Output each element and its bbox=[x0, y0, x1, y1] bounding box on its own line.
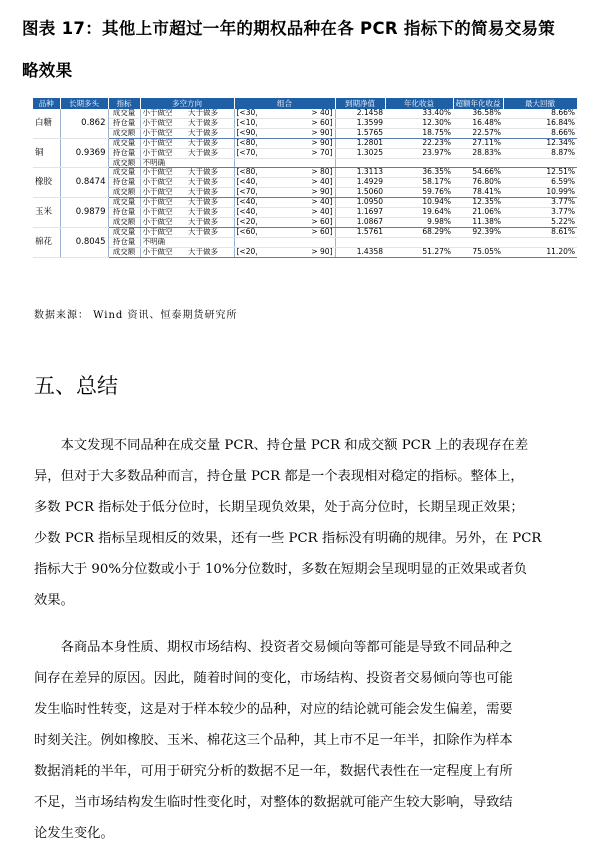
variety-cell: 橡胶 bbox=[33, 168, 60, 198]
nav-cell: 1.0950 bbox=[335, 198, 385, 208]
paragraph-line: 发生临时性转变，这是对于样本较少的品种，对应的结论就可能会发生偏差，需要 bbox=[34, 702, 513, 717]
long-direction-cell: 大于做多 bbox=[186, 208, 234, 218]
long-direction-cell: 大于做多 bbox=[186, 109, 234, 118]
long-value-cell: 0.8474 bbox=[60, 168, 108, 198]
results-table bbox=[33, 98, 578, 258]
short-direction-cell: 不明确 bbox=[140, 237, 186, 247]
results-table-wrapper bbox=[33, 98, 577, 258]
combo-high-cell: > 90] bbox=[280, 138, 335, 148]
max-drawdown-cell: 8.66% bbox=[503, 109, 577, 118]
combo-low-cell: [<20， bbox=[234, 217, 280, 227]
nav-cell: 1.1697 bbox=[335, 208, 385, 218]
annual-return-cell: 10.94% bbox=[385, 198, 453, 208]
combo-high-cell: > 90] bbox=[280, 128, 335, 138]
annual-return-cell: 58.17% bbox=[385, 178, 453, 188]
max-drawdown-cell: 3.77% bbox=[503, 198, 577, 208]
variety-cell: 铜 bbox=[33, 138, 60, 168]
table-row bbox=[33, 247, 577, 257]
table-row bbox=[33, 198, 577, 208]
excess-return-cell: 36.58% bbox=[453, 109, 503, 118]
long-value-cell: 0.9369 bbox=[60, 138, 108, 168]
short-direction-cell: 不明确 bbox=[140, 158, 186, 168]
long-direction-cell: 大于做多 bbox=[186, 178, 234, 188]
table-row bbox=[33, 168, 577, 178]
variety-cell: 玉米 bbox=[33, 198, 60, 228]
nav-cell bbox=[335, 237, 385, 247]
annual-return-cell: 33.40% bbox=[385, 109, 453, 118]
annual-return-cell: 22.23% bbox=[385, 138, 453, 148]
short-direction-cell: 小于做空 bbox=[140, 148, 186, 158]
excess-return-cell: 22.57% bbox=[453, 128, 503, 138]
max-drawdown-cell: 11.20% bbox=[503, 247, 577, 257]
long-direction-cell bbox=[186, 158, 234, 168]
excess-return-cell: 92.39% bbox=[453, 227, 503, 237]
nav-cell: 1.5060 bbox=[335, 188, 385, 198]
combo-high-cell: > 90] bbox=[280, 247, 335, 257]
short-direction-cell: 小于做空 bbox=[140, 198, 186, 208]
excess-return-cell: 11.38% bbox=[453, 217, 503, 227]
nav-cell: 2.1458 bbox=[335, 109, 385, 118]
paragraph-line: 异，但对于大多数品种而言，持仓量 PCR 都是一个表现相对稳定的指标。整体上， bbox=[34, 469, 524, 484]
indicator-cell: 持仓量 bbox=[108, 148, 140, 158]
indicator-cell: 成交量 bbox=[108, 227, 140, 237]
excess-return-cell: 76.80% bbox=[453, 178, 503, 188]
max-drawdown-cell: 8.87% bbox=[503, 148, 577, 158]
paragraph-line: 论发生变化。 bbox=[34, 826, 114, 841]
short-direction-cell: 小于做空 bbox=[140, 168, 186, 178]
long-direction-cell: 大于做多 bbox=[186, 217, 234, 227]
max-drawdown-cell: 16.84% bbox=[503, 118, 577, 128]
max-drawdown-cell bbox=[503, 158, 577, 168]
combo-low-cell: [<90， bbox=[234, 128, 280, 138]
header-nav: 到期净值 bbox=[335, 98, 385, 109]
max-drawdown-cell: 3.77% bbox=[503, 208, 577, 218]
long-direction-cell: 大于做多 bbox=[186, 138, 234, 148]
indicator-cell: 成交量 bbox=[108, 198, 140, 208]
combo-high-cell: > 60] bbox=[280, 217, 335, 227]
header-long: 长期多头 bbox=[60, 98, 108, 109]
header-annual: 年化收益 bbox=[385, 98, 453, 109]
long-direction-cell: 大于做多 bbox=[186, 198, 234, 208]
table-row bbox=[33, 178, 577, 188]
excess-return-cell: 78.41% bbox=[453, 188, 503, 198]
short-direction-cell: 小于做空 bbox=[140, 118, 186, 128]
header-drawdown: 最大回撤 bbox=[503, 98, 577, 109]
combo-low-cell: [<70， bbox=[234, 188, 280, 198]
table-row bbox=[33, 138, 577, 148]
short-direction-cell: 小于做空 bbox=[140, 178, 186, 188]
nav-cell: 1.0867 bbox=[335, 217, 385, 227]
annual-return-cell bbox=[385, 237, 453, 247]
combo-high-cell: > 70] bbox=[280, 148, 335, 158]
short-direction-cell: 小于做空 bbox=[140, 227, 186, 237]
short-direction-cell: 小于做空 bbox=[140, 208, 186, 218]
caption-line-1: 图表 17：其他上市超过一年的期权品种在各 PCR 指标下的简易交易策 bbox=[22, 19, 556, 38]
annual-return-cell: 9.98% bbox=[385, 217, 453, 227]
nav-cell: 1.4358 bbox=[335, 247, 385, 257]
paragraph-2 bbox=[34, 632, 580, 849]
long-value-cell: 0.8045 bbox=[60, 227, 108, 257]
nav-cell bbox=[335, 158, 385, 168]
annual-return-cell: 68.29% bbox=[385, 227, 453, 237]
indicator-cell: 成交额 bbox=[108, 217, 140, 227]
long-direction-cell: 大于做多 bbox=[186, 128, 234, 138]
long-value-cell: 0.862 bbox=[60, 109, 108, 138]
header-indicator: 指标 bbox=[108, 98, 140, 109]
variety-cell: 白糖 bbox=[33, 109, 60, 138]
annual-return-cell bbox=[385, 158, 453, 168]
long-direction-cell: 大于做多 bbox=[186, 227, 234, 237]
excess-return-cell bbox=[453, 237, 503, 247]
table-row bbox=[33, 217, 577, 227]
combo-high-cell: > 40] bbox=[280, 208, 335, 218]
combo-high-cell: > 80] bbox=[280, 168, 335, 178]
paragraph-1 bbox=[34, 430, 580, 616]
max-drawdown-cell: 12.51% bbox=[503, 168, 577, 178]
short-direction-cell: 小于做空 bbox=[140, 138, 186, 148]
combo-high-cell: > 60] bbox=[280, 118, 335, 128]
paragraph-line: 效果。 bbox=[34, 593, 74, 608]
data-source-note: 数据来源： Wind 资讯、恒泰期货研究所 bbox=[34, 310, 238, 321]
annual-return-cell: 18.75% bbox=[385, 128, 453, 138]
table-header-row bbox=[33, 98, 577, 109]
combo-high-cell: > 60] bbox=[280, 227, 335, 237]
table-row bbox=[33, 109, 577, 118]
combo-high-cell: > 40] bbox=[280, 198, 335, 208]
nav-cell: 1.4929 bbox=[335, 178, 385, 188]
max-drawdown-cell: 12.34% bbox=[503, 138, 577, 148]
combo-low-cell: [<40， bbox=[234, 178, 280, 188]
combo-low-cell: [<30， bbox=[234, 109, 280, 118]
nav-cell: 1.5761 bbox=[335, 227, 385, 237]
short-direction-cell: 小于做空 bbox=[140, 188, 186, 198]
indicator-cell: 成交量 bbox=[108, 168, 140, 178]
short-direction-cell: 小于做空 bbox=[140, 217, 186, 227]
combo-low-cell: [<70， bbox=[234, 148, 280, 158]
excess-return-cell: 54.66% bbox=[453, 168, 503, 178]
table-row bbox=[33, 128, 577, 138]
long-direction-cell: 大于做多 bbox=[186, 118, 234, 128]
annual-return-cell: 19.64% bbox=[385, 208, 453, 218]
indicator-cell: 成交额 bbox=[108, 128, 140, 138]
annual-return-cell: 51.27% bbox=[385, 247, 453, 257]
long-direction-cell: 大于做多 bbox=[186, 148, 234, 158]
indicator-cell: 成交额 bbox=[108, 247, 140, 257]
table-row bbox=[33, 208, 577, 218]
paragraph-line: 多数 PCR 指标处于低分位时，长期呈现负效果，处于高分位时，长期呈现正效果； bbox=[34, 500, 524, 515]
combo-low-cell: [<80， bbox=[234, 138, 280, 148]
excess-return-cell: 28.83% bbox=[453, 148, 503, 158]
combo-low-cell: [<40， bbox=[234, 198, 280, 208]
max-drawdown-cell bbox=[503, 237, 577, 247]
header-variety: 品种 bbox=[33, 98, 60, 109]
header-combo: 组合 bbox=[234, 98, 335, 109]
annual-return-cell: 23.97% bbox=[385, 148, 453, 158]
excess-return-cell bbox=[453, 158, 503, 168]
long-direction-cell: 大于做多 bbox=[186, 188, 234, 198]
figure-caption bbox=[22, 8, 592, 92]
nav-cell: 1.3599 bbox=[335, 118, 385, 128]
paragraph-line: 时刻关注。例如橡胶、玉米、棉花这三个品种，其上市不足一年半，扣除作为样本 bbox=[34, 733, 513, 748]
max-drawdown-cell: 10.99% bbox=[503, 188, 577, 198]
max-drawdown-cell: 8.61% bbox=[503, 227, 577, 237]
annual-return-cell: 36.35% bbox=[385, 168, 453, 178]
max-drawdown-cell: 5.22% bbox=[503, 217, 577, 227]
combo-high-cell bbox=[280, 158, 335, 168]
short-direction-cell: 小于做空 bbox=[140, 109, 186, 118]
combo-low-cell: [<10， bbox=[234, 118, 280, 128]
combo-high-cell bbox=[280, 237, 335, 247]
nav-cell: 1.2801 bbox=[335, 138, 385, 148]
indicator-cell: 成交量 bbox=[108, 109, 140, 118]
table-row bbox=[33, 118, 577, 128]
annual-return-cell: 59.76% bbox=[385, 188, 453, 198]
short-direction-cell: 小于做空 bbox=[140, 247, 186, 257]
table-row bbox=[33, 188, 577, 198]
header-excess: 超额年化收益 bbox=[453, 98, 503, 109]
max-drawdown-cell: 8.66% bbox=[503, 128, 577, 138]
max-drawdown-cell: 6.59% bbox=[503, 178, 577, 188]
variety-cell: 棉花 bbox=[33, 227, 60, 257]
paragraph-line: 不足，当市场结构发生临时性变化时，对整体的数据就可能产生较大影响，导致结 bbox=[34, 795, 513, 810]
paragraph-line: 指标大于 90%分位数或小于 10%分位数时，多数在短期会呈现明显的正效果或者负 bbox=[34, 562, 528, 577]
table-row bbox=[33, 227, 577, 237]
table-row bbox=[33, 148, 577, 158]
combo-low-cell: [<60， bbox=[234, 227, 280, 237]
excess-return-cell: 75.05% bbox=[453, 247, 503, 257]
table-body bbox=[33, 109, 577, 257]
combo-low-cell bbox=[234, 237, 280, 247]
combo-high-cell: > 90] bbox=[280, 188, 335, 198]
indicator-cell: 成交量 bbox=[108, 138, 140, 148]
header-direction: 多空方向 bbox=[140, 98, 234, 109]
annual-return-cell: 12.30% bbox=[385, 118, 453, 128]
combo-high-cell: > 40] bbox=[280, 109, 335, 118]
long-direction-cell: 大于做多 bbox=[186, 247, 234, 257]
table-row bbox=[33, 237, 577, 247]
nav-cell: 1.3113 bbox=[335, 168, 385, 178]
indicator-cell: 持仓量 bbox=[108, 178, 140, 188]
combo-high-cell: > 40] bbox=[280, 178, 335, 188]
long-value-cell: 0.9879 bbox=[60, 198, 108, 228]
indicator-cell: 持仓量 bbox=[108, 237, 140, 247]
paragraph-line: 各商品本身性质、期权市场结构、投资者交易倾向等都可能是导致不同品种之 bbox=[34, 640, 513, 655]
long-direction-cell bbox=[186, 237, 234, 247]
nav-cell: 1.3025 bbox=[335, 148, 385, 158]
section-title: 五、总结 bbox=[34, 374, 118, 398]
caption-line-2: 略效果 bbox=[22, 61, 73, 80]
paragraph-line: 数据消耗的半年，可用于研究分析的数据不足一年，数据代表性在一定程度上有所 bbox=[34, 764, 513, 779]
combo-low-cell: [<80， bbox=[234, 168, 280, 178]
indicator-cell: 持仓量 bbox=[108, 208, 140, 218]
combo-low-cell: [<40， bbox=[234, 208, 280, 218]
indicator-cell: 持仓量 bbox=[108, 118, 140, 128]
paragraph-line: 少数 PCR 指标呈现相反的效果，还有一些 PCR 指标没有明确的规律。另外，在 PCR bbox=[34, 531, 542, 546]
long-direction-cell: 大于做多 bbox=[186, 168, 234, 178]
excess-return-cell: 16.48% bbox=[453, 118, 503, 128]
paragraph-line: 本文发现不同品种在成交量 PCR、持仓量 PCR 和成交额 PCR 上的表现存在差 bbox=[34, 438, 529, 453]
indicator-cell: 成交额 bbox=[108, 188, 140, 198]
paragraph-line: 间存在差异的原因。因此，随着时间的变化，市场结构、投资者交易倾向等也可能 bbox=[34, 671, 513, 686]
excess-return-cell: 12.35% bbox=[453, 198, 503, 208]
table-row bbox=[33, 158, 577, 168]
short-direction-cell: 小于做空 bbox=[140, 128, 186, 138]
excess-return-cell: 27.11% bbox=[453, 138, 503, 148]
nav-cell: 1.5765 bbox=[335, 128, 385, 138]
combo-low-cell: [<20， bbox=[234, 247, 280, 257]
excess-return-cell: 21.06% bbox=[453, 208, 503, 218]
combo-low-cell bbox=[234, 158, 280, 168]
indicator-cell: 成交额 bbox=[108, 158, 140, 168]
